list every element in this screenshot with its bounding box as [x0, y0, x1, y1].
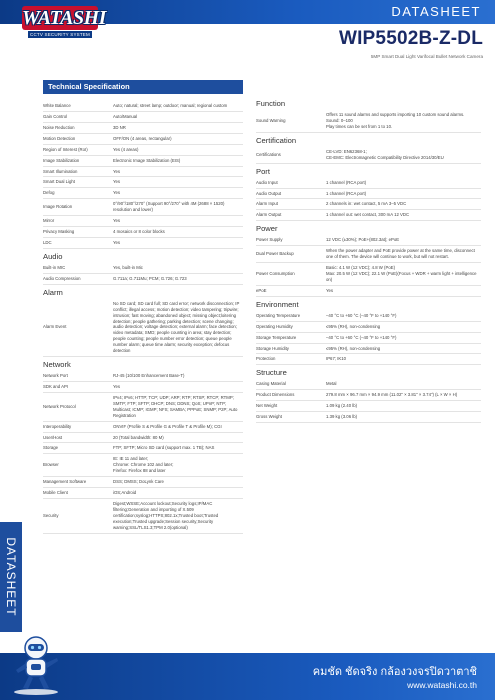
spec-key: LDC — [43, 237, 113, 248]
spec-table — [43, 101, 243, 249]
logo-subtitle: CCTV SECURITY SYSTEM — [28, 31, 92, 38]
spec-row-certifications — [256, 147, 481, 163]
spec-value: Electronic Image Stabilization (EIS) — [113, 155, 243, 166]
spec-column-left — [43, 80, 243, 534]
watashi-logo — [22, 6, 106, 40]
spec-value: ≤95% (RH), non-condensing — [326, 343, 481, 354]
spec-key: Smart Dual Light — [43, 177, 113, 188]
spec-row-motion-detection — [43, 133, 243, 144]
spec-key: Protection — [256, 354, 326, 365]
spec-table-environment — [256, 311, 481, 366]
spec-key: Alarm Output — [256, 210, 326, 221]
spec-table-alarm — [43, 299, 243, 357]
model-description: 5MP Smart Dual Light Varifocal Bullet Network Camera — [370, 54, 483, 59]
spec-key: Gain Control — [43, 111, 113, 122]
spec-row-audio-compression — [43, 273, 243, 284]
spec-row-browser — [43, 454, 243, 477]
spec-key: Dual Power Backup — [256, 246, 326, 263]
spec-value: 279.8 mm × 96.7 mm × 94.9 mm (11.02" × 3.81" × 3.74") (L × W × H) — [326, 390, 481, 401]
spec-key: Audio Output — [256, 188, 326, 199]
spec-row-image-rotation — [43, 199, 243, 216]
section-title-alarm: Alarm — [43, 287, 63, 297]
spec-value: Digest;WSSE;Account lockout;Security logs;IP/MAC filtering;Generation and importing of X.509 certification;syslog;HTTPS;802.1x;Trusted boot;Trusted execution;Trusted upgrade;Session security;Security warning;SSL/TLS1.3;TPM 2.0(optional) — [113, 498, 243, 533]
spec-key: Interoperability — [43, 421, 113, 432]
section-title-environment: Environment — [256, 299, 299, 309]
spec-value: IPv4; IPv6; HTTP; TCP; UDP; ARP; RTP; RTSP; RTCP; RTMP; SMTP; FTP; SFTP; DHCP; DNS; DDNS; QoS; UPnP; NTP; Multicast; ICMP; IGMP; NFS; SAMBA; PPPoE; SNMP; P2P; Auto Registration — [113, 392, 243, 421]
spec-row-net-weight — [256, 401, 481, 412]
spec-key: Privacy Masking — [43, 227, 113, 238]
spec-row-power-supply — [256, 235, 481, 245]
spec-row-smart-illumination — [43, 166, 243, 177]
section-title-certification: Certification — [256, 135, 297, 145]
spec-key: Management Software — [43, 477, 113, 488]
spec-value: Yes — [113, 177, 243, 188]
spec-value: RJ-45 (10/100 Enhancement Base-T) — [113, 371, 243, 381]
spec-row-management-software — [43, 477, 243, 488]
spec-key: Audio Compression — [43, 273, 113, 284]
spec-value: –40 °C to +60 °C (–40 °F to +140 °F) — [326, 311, 481, 321]
spec-key: Image Rotation — [43, 199, 113, 216]
spec-table-structure — [256, 379, 481, 423]
spec-table-function — [256, 110, 481, 133]
side-tab-label: DATASHEET — [4, 537, 18, 617]
spec-row-network-protocol — [43, 392, 243, 421]
logo-text: WATASHI — [22, 7, 106, 29]
spec-value: 0°/90°/180°/270° (Support 90°/270° with 4M (2688 × 1520) resolution and lower) — [113, 199, 243, 216]
spec-row-noise-reduction — [43, 122, 243, 133]
spec-value: 12 VDC (±30%); PoE+(802.3at); ePoE — [326, 235, 481, 245]
spec-key: User/Host — [43, 432, 113, 443]
spec-row-smart-dual-light — [43, 177, 243, 188]
spec-key: Operating Humidity — [256, 321, 326, 332]
spec-value: Yes, built-in Mic — [113, 263, 243, 273]
spec-key: Image Stabilization — [43, 155, 113, 166]
spec-key: Storage Temperature — [256, 332, 326, 343]
spec-row-product-dimensions — [256, 390, 481, 401]
spec-row-audio-output — [256, 188, 481, 199]
spec-value: Yes — [113, 166, 243, 177]
spec-row-power-consumption — [256, 263, 481, 286]
spec-row-white-balance — [43, 101, 243, 111]
section-title-audio: Audio — [43, 251, 63, 261]
spec-key: Noise Reduction — [43, 122, 113, 133]
spec-key: Region of Interest (RoI) — [43, 144, 113, 155]
spec-value: Basic: 4.1 W (12 VDC); 4.8 W (PoE) Max: 20.5 W (12 VDC); 22.1 W (PoE)(Focus + WDR + warm light + intelligence on) — [326, 263, 481, 286]
model-number: WIP5502B-Z-DL — [338, 28, 483, 49]
spec-row-operating-humidity — [256, 321, 481, 332]
spec-value: 3D NR — [113, 122, 243, 133]
spec-key: Storage — [43, 443, 113, 454]
spec-value: 1 channel (RCA port) — [326, 178, 481, 188]
spec-row-built-in-mic — [43, 263, 243, 273]
spec-table-network — [43, 371, 243, 534]
spec-table-audio — [43, 263, 243, 285]
spec-key: Product Dimensions — [256, 390, 326, 401]
spec-key: Gross Weight — [256, 412, 326, 423]
spec-key: Browser — [43, 454, 113, 477]
spec-key: Operating Temperature — [256, 311, 326, 321]
spec-value: Offers 11 sound alarms and supports importing 10 custom sound alarms. Sound: 0–100 Play times can be set from 1 to 10. — [326, 110, 481, 132]
spec-value: When the power adapter and PoE provide power at the same time, disconnect one of them. The device will continue to work, but will not restart. — [326, 246, 481, 263]
spec-row-alarm-output — [256, 210, 481, 221]
spec-key: White Balance — [43, 101, 113, 111]
spec-row-gross-weight — [256, 412, 481, 423]
spec-row-mirror — [43, 216, 243, 227]
spec-value: Yes (4 areas) — [113, 144, 243, 155]
spec-value: –40 °C to +60 °C (–40 °F to +140 °F) — [326, 332, 481, 343]
spec-table-certification — [256, 147, 481, 164]
spec-value: OFF/ON (4 areas, rectangular) — [113, 133, 243, 144]
spec-value: 1.09 kg (2.40 lb) — [326, 401, 481, 412]
spec-value: Yes — [113, 381, 243, 392]
spec-value: CE-LVD: EN62368-1; CE-EMC: Electromagnetic Compatibility Directive 2014/30/EU — [326, 147, 481, 163]
spec-key: Audio Input — [256, 178, 326, 188]
spec-key: Motion Detection — [43, 133, 113, 144]
spec-value: IE: IE 11 and later; Chrome: Chrome 102 and later; Firefox: Firefox 88 and later — [113, 454, 243, 477]
spec-value: Auto; natural; street lamp; outdoor; manual; regional custom — [113, 101, 243, 111]
website-link[interactable]: www.watashi.co.th — [407, 680, 477, 690]
spec-row-alarm-event — [43, 299, 243, 357]
spec-key: Certifications — [256, 147, 326, 163]
footer-band — [0, 653, 495, 700]
spec-key: Alarm Event — [43, 299, 113, 357]
spec-row-gain-control — [43, 111, 243, 122]
spec-row-interoperability — [43, 421, 243, 432]
spec-value: 1 channel out: wet contact, 300 mA 12 VDC — [326, 210, 481, 221]
spec-value: 1 channel (RCA port) — [326, 188, 481, 199]
spec-row-storage-humidity — [256, 343, 481, 354]
robot-mascot-icon — [8, 634, 64, 696]
spec-table-port — [256, 178, 481, 222]
spec-row-mobile-client — [43, 488, 243, 499]
spec-row-sound-warning — [256, 110, 481, 132]
spec-row-network-port — [43, 371, 243, 381]
technical-specification-heading: Technical Specification — [43, 80, 243, 94]
spec-value: 20 (Total bandwidth: 80 M) — [113, 432, 243, 443]
spec-row-dual-power-backup — [256, 246, 481, 263]
spec-row-storage — [43, 443, 243, 454]
spec-value: ≤95% (RH), non-condensing — [326, 321, 481, 332]
spec-row-audio-input — [256, 178, 481, 188]
section-title-power: Power — [256, 224, 278, 234]
section-title-network: Network — [43, 360, 71, 370]
spec-row-ldc — [43, 237, 243, 248]
spec-key: ePoE — [256, 285, 326, 296]
spec-row-image-stabilization — [43, 155, 243, 166]
section-title-port: Port — [256, 166, 270, 176]
section-title-structure: Structure — [256, 368, 287, 378]
right-sections — [256, 99, 481, 423]
spec-row-alarm-input — [256, 199, 481, 210]
datasheet-label: DATASHEET — [391, 4, 481, 19]
spec-column-right — [256, 96, 481, 423]
spec-value: 1.39 kg (3.06 lb) — [326, 412, 481, 423]
spec-row-user-host — [43, 432, 243, 443]
spec-value: Yes — [113, 188, 243, 199]
spec-row-epoe — [256, 285, 481, 296]
spec-value: 2 channels in: wet contact, 5 mA 3–5 VDC — [326, 199, 481, 210]
spec-key: Sound Warning — [256, 110, 326, 132]
spec-row-operating-temperature — [256, 311, 481, 321]
spec-row-sdk-and-api — [43, 381, 243, 392]
spec-value: iOS;Android — [113, 488, 243, 499]
spec-value: Auto/Manual — [113, 111, 243, 122]
spec-table-power — [256, 235, 481, 296]
spec-value: Yes — [326, 285, 481, 296]
spec-row-storage-temperature — [256, 332, 481, 343]
spec-key: Mirror — [43, 216, 113, 227]
spec-key: Power Consumption — [256, 263, 326, 286]
spec-value: Yes — [113, 237, 243, 248]
side-datasheet-tab — [0, 522, 22, 632]
spec-row-casing-material — [256, 379, 481, 389]
spec-key: Built-in MIC — [43, 263, 113, 273]
spec-row-protection — [256, 354, 481, 365]
spec-key: Mobile Client — [43, 488, 113, 499]
spec-key: Power Supply — [256, 235, 326, 245]
spec-key: Defog — [43, 188, 113, 199]
spec-value: FTP; SFTP; Micro SD card (support max. 1 TB); NAS — [113, 443, 243, 454]
section-title-function: Function — [256, 99, 286, 108]
spec-key: Casing Material — [256, 379, 326, 389]
spec-row-security — [43, 498, 243, 533]
spec-row-defog — [43, 188, 243, 199]
footer-slogan: คมชัด ชัดจริง กล้องวงจรปิดวาตาชิ — [312, 666, 477, 678]
spec-value: IP67; IK10 — [326, 354, 481, 365]
spec-key: Alarm Input — [256, 199, 326, 210]
spec-value: DSS; DMSS; DoLynk Care — [113, 477, 243, 488]
spec-value: Metal — [326, 379, 481, 389]
spec-key: Smart Illumination — [43, 166, 113, 177]
left-sections — [43, 101, 243, 534]
spec-key: Net Weight — [256, 401, 326, 412]
spec-key: Network Port — [43, 371, 113, 381]
spec-value: Yes — [113, 216, 243, 227]
spec-key: Security — [43, 498, 113, 533]
spec-row-privacy-masking — [43, 227, 243, 238]
spec-value: G.711a; G.711Mu; PCM; G.726; G.723 — [113, 273, 243, 284]
spec-row-region-of-interest-roi — [43, 144, 243, 155]
spec-value: 4 mosaics or 8 color blocks — [113, 227, 243, 238]
spec-key: Network Protocol — [43, 392, 113, 421]
spec-value: No SD card; SD card full; SD card error; network disconnection; IP conflict; illegal access; motion detection; video tampering; tripwire; intrusion; fast moving; abandoned object; missing object;loitering detection; people gathering; parking detection; scene changing; audio detection; voltage detection; external alarm; face detection; video metadata; SMD; people counting in area; stay detection; people counting; people number error detection; queue people number alarm; queue time alarm; security exception; defocus detection — [113, 299, 243, 357]
spec-key: Storage Humidity — [256, 343, 326, 354]
spec-value: ONVIF (Profile S & Profile G & Profile T & Profile M); CGI — [113, 421, 243, 432]
spec-key: SDK and API — [43, 381, 113, 392]
